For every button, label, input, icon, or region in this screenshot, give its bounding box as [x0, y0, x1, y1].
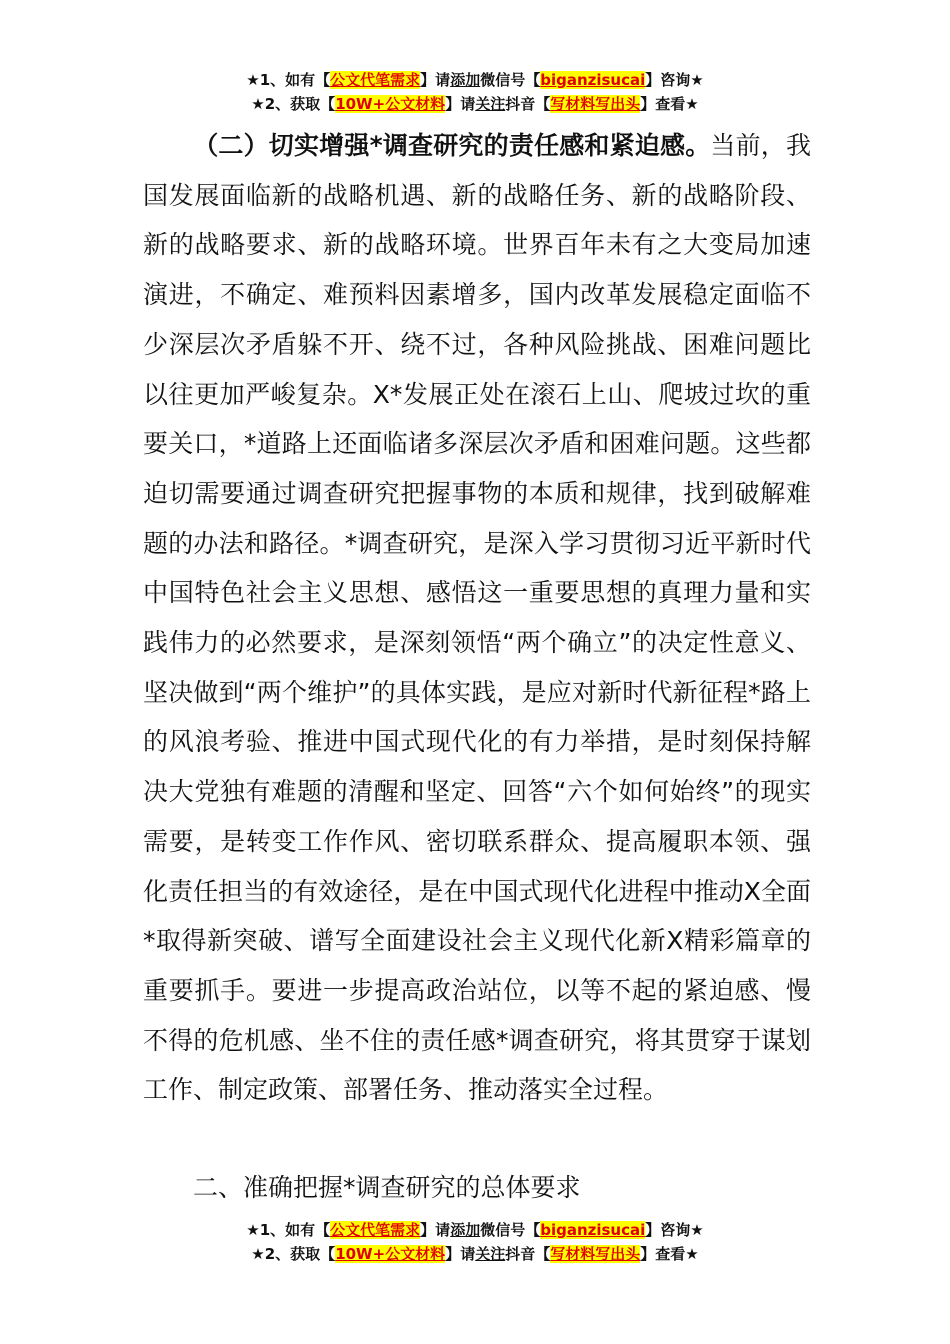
bottom-banner-line-1: ★1、如有【公文代笔需求】请添加微信号【biganzisucai】咨询★ [246, 1221, 704, 1239]
highlight-douyin-account: 写材料写出头 [550, 1245, 641, 1263]
bottom-banner-line-2: ★2、获取【10W+公文材料】请关注抖音【写材料写出头】查看★ [251, 1245, 699, 1263]
paragraph-heading: （二）切实增强*调查研究的责任感和紧迫感。 [193, 131, 711, 160]
highlight-materials: 10W+公文材料 [335, 1245, 446, 1263]
paragraph-text: 当前，我国发展面临新的战略机遇、新的战略任务、新的战略阶段、新的战略要求、新的战略环境。世界百年未有之大变局加速演进，不确定、难预料因素增多，国内改革发展稳定面临不少深层次矛盾躲不开、绕不过，各种风险挑战、困难问题比以往更加严峻复杂。X*发展正处在滚石上山、爬坡过坎的重要关口，*道路上还面临诸多深层次矛盾和困难问题。这些都迫切需要通过调查研究把握事物的本质和规律，找到破解难题的办法和路径。*调查研究，是深入学习贯彻习近平新时代中国特色社会主义思想、感悟这一重要思想的真理力量和实践伟力的必然要求，是深刻领悟“两个确立”的决定性意义、坚决做到“两个维护”的具体实践，是应对新时代新征程*路上的风浪考验、推进中国式现代化的有力举措，是时刻保持解决大党独有难题的清醒和坚定、回答“六个如何始终”的现实需要，是转变工作作风、密切联系群众、提高履职本领、强化责任担当的有效途径，是在中国式现代化进程中推动X全面*取得新突破、谱写全面建设社会主义现代化新X精彩篇章的重要抓手。要进一步提高政治站位，以等不起的紧迫感、慢不得的危机感、坐不住的责任感*调查研究，将其贯穿于谋划工作、制定政策、部署任务、推动落实全过程。 [143, 131, 811, 1105]
highlight-douyin-account: 写材料写出头 [550, 95, 641, 113]
highlight-ghostwriting-need: 公文代笔需求 [330, 71, 421, 89]
top-banner-line-1: ★1、如有【公文代笔需求】请添加微信号【biganzisucai】咨询★ [246, 71, 704, 89]
highlight-wechat-id: biganzisucai [540, 1221, 646, 1239]
body-paragraph [143, 121, 811, 1115]
highlight-wechat-id: biganzisucai [540, 71, 646, 89]
highlight-ghostwriting-need: 公文代笔需求 [330, 1221, 421, 1239]
top-banner-line-2: ★2、获取【10W+公文材料】请关注抖音【写材料写出头】查看★ [251, 95, 699, 113]
section-title: 二、准确把握*调查研究的总体要求 [193, 1173, 581, 1202]
highlight-materials: 10W+公文材料 [335, 95, 446, 113]
